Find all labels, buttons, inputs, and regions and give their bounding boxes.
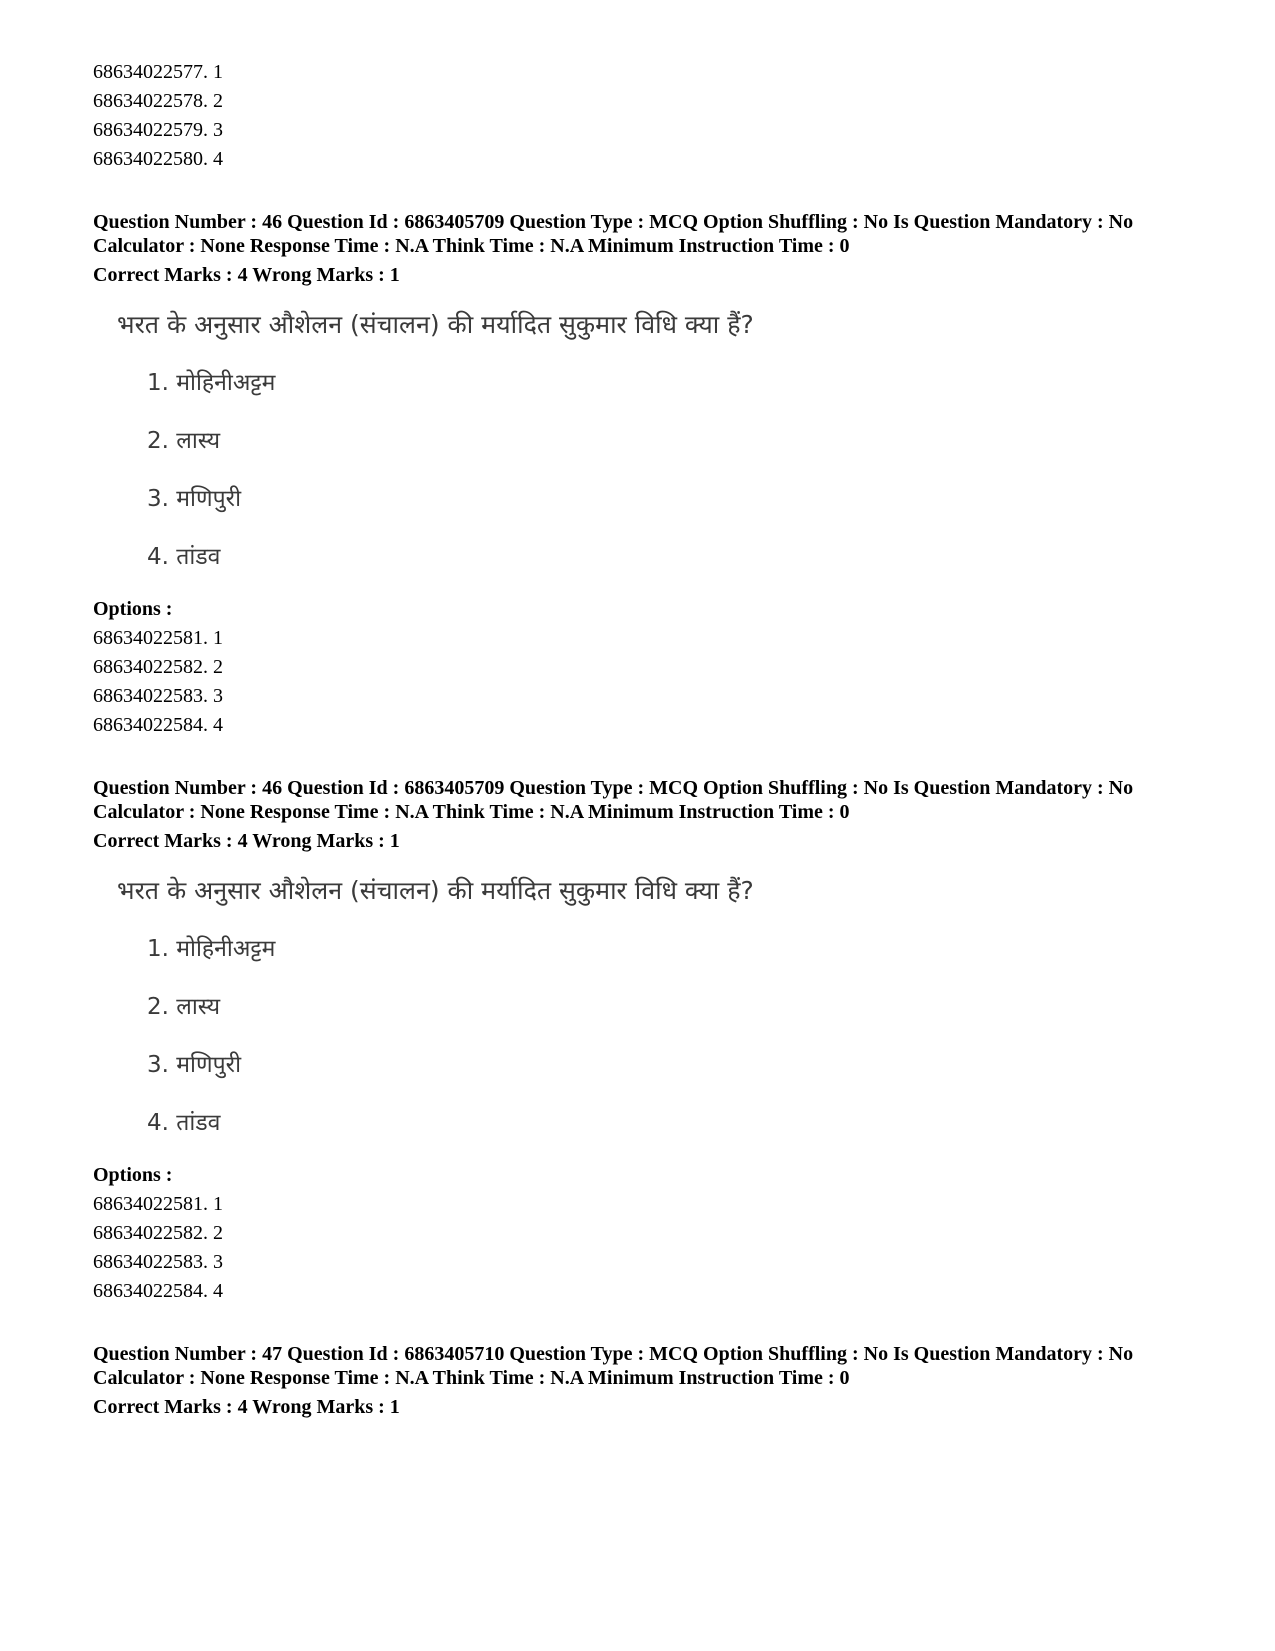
document-page [93,58,1203,1419]
question-choice: 1. मोहिनीअट्टम [147,936,276,962]
option-line: 68634022582. 2 [93,656,223,678]
question-choice: 2. लास्य [147,428,221,454]
question-header: Question Number : 47 Question Id : 6863405710 Question Type : MCQ Option Shuffling : No Is Question Mandatory : No Calculator : None Response Time : N.A Think Time : N.A Minimum Instruction Time : 0 [93,1343,1134,1389]
question-header: Question Number : 46 Question Id : 6863405709 Question Type : MCQ Option Shuffling : No Is Question Mandatory : No Calculator : None Response Time : N.A Think Time : N.A Minimum Instruction Time : 0 [93,211,1134,257]
question-block [93,210,1203,740]
options-list [93,624,1203,740]
option-line: 68634022577. 1 [93,61,223,83]
question-choice: 1. मोहिनीअट्टम [147,370,276,396]
option-line: 68634022582. 2 [93,1222,223,1244]
option-line: 68634022578. 2 [93,90,223,112]
question-block [93,776,1203,1306]
option-line: 68634022583. 3 [93,685,223,707]
question-text: भरत के अनुसार औशेलन (संचालन) की मर्यादित सुकुमार विधि क्या हैं? [117,310,754,339]
question-block [93,1342,1203,1419]
question-choice: 3. मणिपुरी [147,1052,242,1078]
option-line: 68634022583. 3 [93,1251,223,1273]
options-list [93,1190,1203,1306]
question-marks: Correct Marks : 4 Wrong Marks : 1 [93,830,400,852]
question-choice: 4. तांडव [147,544,221,570]
options-label: Options : [93,1164,173,1186]
option-line: 68634022584. 4 [93,714,223,736]
question-choice: 4. तांडव [147,1110,221,1136]
option-line: 68634022581. 1 [93,1193,223,1215]
options-label: Options : [93,598,173,620]
question-text: भरत के अनुसार औशेलन (संचालन) की मर्यादित सुकुमार विधि क्या हैं? [117,876,754,905]
option-line: 68634022581. 1 [93,627,223,649]
question-marks: Correct Marks : 4 Wrong Marks : 1 [93,1396,400,1418]
option-line: 68634022579. 3 [93,119,223,141]
options-list [93,58,1203,174]
question-choice: 3. मणिपुरी [147,486,242,512]
question-marks: Correct Marks : 4 Wrong Marks : 1 [93,264,400,286]
question-body [93,305,1203,577]
option-line: 68634022584. 4 [93,1280,223,1302]
question-choice: 2. लास्य [147,994,221,1020]
question-header: Question Number : 46 Question Id : 6863405709 Question Type : MCQ Option Shuffling : No Is Question Mandatory : No Calculator : None Response Time : N.A Think Time : N.A Minimum Instruction Time : 0 [93,777,1134,823]
option-line: 68634022580. 4 [93,148,223,170]
question-body [93,871,1203,1143]
